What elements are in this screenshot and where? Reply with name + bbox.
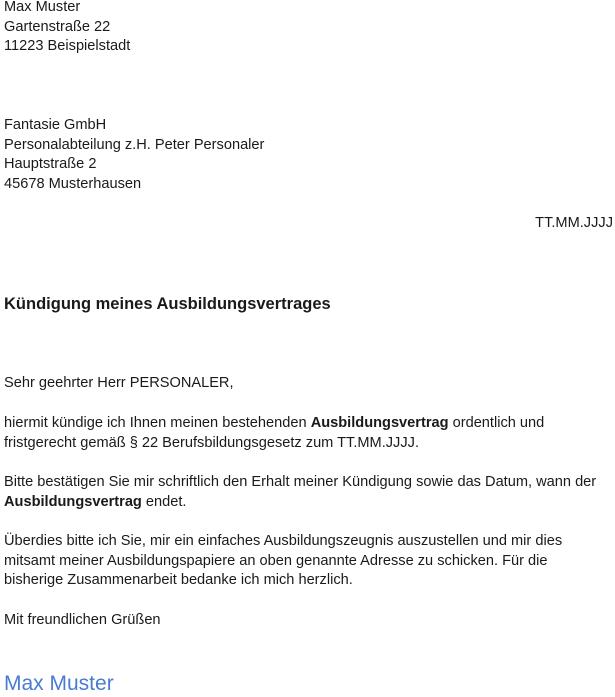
recipient-street: Hauptstraße 2 [4,156,97,172]
paragraph-reference-line-2: mitsamt meiner Ausbildungspapiere an oben genannte Adresse zu schicken. Für die [4,552,548,569]
text-segment: hiermit kündige ich Ihnen meinen bestehenden [4,415,311,431]
recipient-address [4,116,609,194]
letter-subject: Kündigung meines Ausbildungsvertrages [4,295,331,313]
paragraph-confirmation-line-1: Bitte bestätigen Sie mir schriftlich den Erhalt meiner Kündigung sowie das Datum, wann der [4,474,597,490]
paragraph-reference [4,532,609,591]
letter-date: TT.MM.JJJJ [535,215,613,231]
sender-street: Gartenstraße 22 [4,18,111,35]
paragraph-termination-line-1 [4,414,609,434]
text-segment: ordentlich und [448,415,545,431]
recipient-department: Personalabteilung z.H. Peter Personaler [4,136,265,153]
bold-term: Ausbildungsvertrag [4,493,142,510]
sender-name: Max Muster [4,0,81,15]
closing-phrase: Mit freundlichen Grüßen [4,612,161,628]
signature: Max Muster [4,672,114,695]
sender-address [4,0,609,57]
paragraph-confirmation [4,473,609,512]
paragraph-termination [4,414,609,453]
salutation: Sehr geehrter Herr PERSONALER, [4,375,234,391]
bold-term: Ausbildungsvertrag [310,415,449,431]
paragraph-termination-line-2: fristgerecht gemäß § 22 Berufsbildungsgesetz zum TT.MM.JJJJ. [4,434,420,451]
text-segment: endet. [141,493,187,510]
paragraph-confirmation-line-2 [4,493,609,513]
paragraph-reference-line-3: bisherige Zusammenarbeit bedanke ich mich herzlich. [4,572,353,588]
paragraph-reference-line-1: Überdies bitte ich Sie, mir ein einfaches Ausbildungszeugnis auszustellen und mir dies [4,533,563,549]
recipient-company: Fantasie GmbH [4,117,107,133]
recipient-city: 45678 Musterhausen [4,175,142,192]
sender-city: 11223 Beispielstadt [4,38,131,54]
